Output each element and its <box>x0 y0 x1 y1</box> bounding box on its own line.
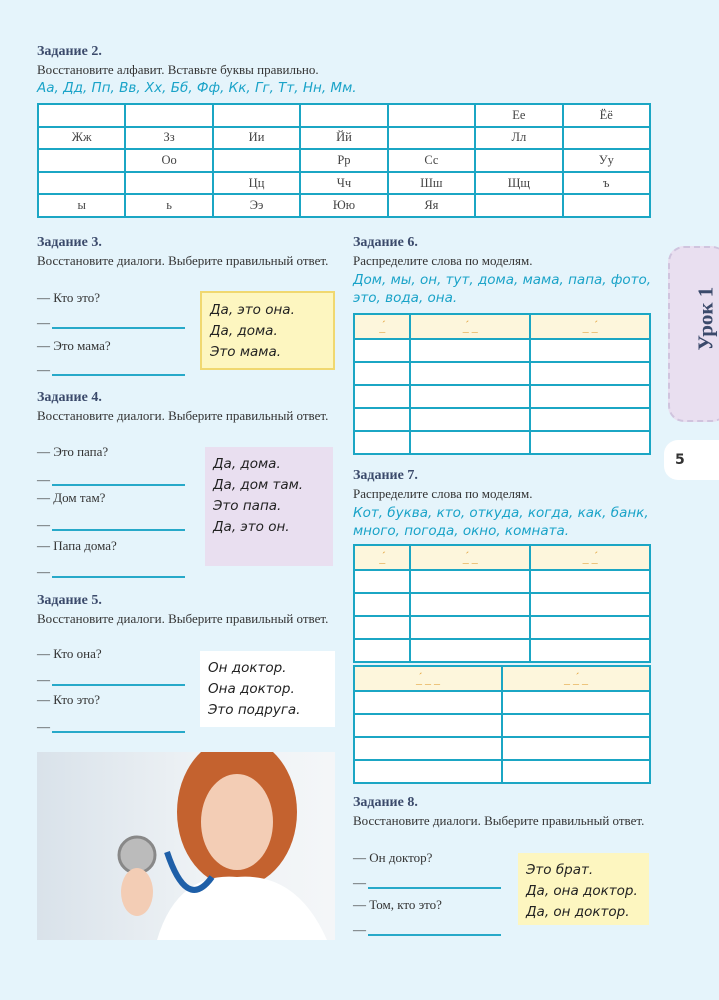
task7-instruction: Распределите слова по моделям. <box>353 486 533 501</box>
table-cell: Цц <box>213 172 300 195</box>
answer-cell[interactable] <box>530 431 650 454</box>
dialog-line: — <box>37 362 50 377</box>
dialog-line: — <box>37 472 50 487</box>
task8-instruction: Восстановите диалоги. Выберите правильный ответ. <box>353 813 645 828</box>
answer-option: Да, это она. <box>210 302 295 318</box>
answer-cell[interactable] <box>354 431 410 454</box>
answer-option: Она доктор. <box>208 681 295 697</box>
table-cell: Оо <box>125 149 212 172</box>
answer-option: Да, он доктор. <box>526 904 630 920</box>
table-row <box>354 737 650 760</box>
answer-blank[interactable] <box>52 731 185 733</box>
answer-option: Да, дома. <box>210 323 278 339</box>
answer-cell[interactable] <box>354 570 410 593</box>
table-cell: Чч <box>300 172 387 195</box>
table-cell: Зз <box>125 127 212 150</box>
table-row <box>354 639 650 662</box>
dialog-line: — Это мама? <box>37 338 111 353</box>
table-cell: Шш <box>388 172 475 195</box>
task2-instruction: Восстановите алфавит. Вставьте буквы правильно. <box>37 62 319 77</box>
table-cell <box>388 127 475 150</box>
dialog-line: — Том, кто это? <box>353 897 442 912</box>
answer-blank[interactable] <box>368 934 501 936</box>
task7-words: Кот, буква, кто, откуда, когда, как, банк, много, погода, окно, комната. <box>353 505 649 539</box>
answer-blank[interactable] <box>52 576 185 578</box>
table-cell: Йй <box>300 127 387 150</box>
model-pattern: _́ <box>354 545 410 570</box>
table-row <box>38 149 650 172</box>
model-pattern: _ _́ <box>530 314 650 339</box>
table-row <box>354 616 650 639</box>
table-cell: ъ <box>563 172 650 195</box>
table-row <box>354 714 650 737</box>
task4-instruction: Восстановите диалоги. Выберите правильный ответ. <box>37 408 329 423</box>
answer-cell[interactable] <box>410 408 530 431</box>
answer-option: Это подруга. <box>208 702 301 718</box>
answer-option: Да, это он. <box>213 519 290 535</box>
answer-cell[interactable] <box>530 339 650 362</box>
table-cell <box>388 104 475 127</box>
answer-cell[interactable] <box>354 737 502 760</box>
model-pattern: _́ _ _ <box>354 666 502 691</box>
table-row <box>38 194 650 217</box>
answer-cell[interactable] <box>530 639 650 662</box>
answer-cell[interactable] <box>530 362 650 385</box>
dialog-line: — Кто это? <box>37 290 101 305</box>
answer-blank[interactable] <box>368 887 501 889</box>
task3-title: Задание 3. <box>37 235 102 250</box>
model-pattern: _́ <box>354 314 410 339</box>
answer-options-box <box>200 651 335 727</box>
table-cell: Яя <box>388 194 475 217</box>
task2-letters: Аа, Дд, Пп, Вв, Хх, Бб, Фф, Кк, Гг, Тт, Нн, Мм. <box>37 80 357 96</box>
task6-title: Задание 6. <box>353 235 418 250</box>
table-cell <box>125 104 212 127</box>
answer-cell[interactable] <box>530 593 650 616</box>
answer-cell[interactable] <box>354 385 410 408</box>
table-cell <box>563 127 650 150</box>
table-cell: Жж <box>38 127 125 150</box>
answer-option: Это папа. <box>213 498 282 514</box>
lesson-tab[interactable] <box>668 246 719 422</box>
model-pattern: _ _́ _ <box>502 666 650 691</box>
table-cell: Щщ <box>475 172 562 195</box>
table-cell: ь <box>125 194 212 217</box>
table-cell: Ээ <box>213 194 300 217</box>
task6-words: Дом, мы, он, тут, дома, мама, папа, фото, это, вода, она. <box>353 272 652 306</box>
answer-option: Он доктор. <box>208 660 287 676</box>
dialog-line: — Кто это? <box>37 692 101 707</box>
task5-title: Задание 5. <box>37 593 102 608</box>
table-row <box>354 408 650 431</box>
table-cell: Уу <box>563 149 650 172</box>
answer-cell[interactable] <box>354 616 410 639</box>
answer-cell[interactable] <box>354 760 502 783</box>
table-cell <box>300 104 387 127</box>
table-cell: Ее <box>475 104 562 127</box>
answer-cell[interactable] <box>410 639 530 662</box>
answer-cell[interactable] <box>530 408 650 431</box>
table-row <box>354 691 650 714</box>
page-number: 5 <box>664 440 719 480</box>
table-cell <box>563 194 650 217</box>
answer-cell[interactable] <box>530 616 650 639</box>
dialog-line: — <box>353 875 366 890</box>
table-cell: Рр <box>300 149 387 172</box>
model-header-row <box>354 314 650 339</box>
answer-cell[interactable] <box>410 431 530 454</box>
task3-instruction: Восстановите диалоги. Выберите правильный ответ. <box>37 253 329 268</box>
table-row <box>354 385 650 408</box>
task7-title: Задание 7. <box>353 468 418 483</box>
model-header-row <box>354 666 650 691</box>
table-row <box>354 362 650 385</box>
task2-title: Задание 2. <box>37 44 102 59</box>
table-row <box>354 431 650 454</box>
answer-cell[interactable] <box>354 408 410 431</box>
model-table <box>353 313 651 455</box>
answer-blank[interactable] <box>52 374 185 376</box>
answer-blank[interactable] <box>52 529 185 531</box>
table-cell <box>38 172 125 195</box>
dialog-line: — <box>37 315 50 330</box>
dialog-line: — Папа дома? <box>37 538 117 553</box>
table-cell <box>125 172 212 195</box>
model-table <box>353 665 651 784</box>
answer-blank[interactable] <box>52 327 185 329</box>
table-cell <box>213 149 300 172</box>
table-cell <box>475 149 562 172</box>
table-cell: Ии <box>213 127 300 150</box>
table-row <box>38 172 650 195</box>
table-row <box>354 570 650 593</box>
table-cell: Лл <box>475 127 562 150</box>
answer-option: Это мама. <box>210 344 282 360</box>
answer-cell[interactable] <box>410 339 530 362</box>
table-row <box>38 104 650 127</box>
task5-instruction: Восстановите диалоги. Выберите правильный ответ. <box>37 611 329 626</box>
task8-title: Задание 8. <box>353 795 418 810</box>
model-table <box>353 544 651 663</box>
answer-blank[interactable] <box>52 684 185 686</box>
table-row <box>354 339 650 362</box>
answer-cell[interactable] <box>354 691 502 714</box>
table-cell <box>38 104 125 127</box>
doctor-photo <box>37 752 335 940</box>
answer-options-box <box>518 853 649 925</box>
model-pattern: _ _́ <box>530 545 650 570</box>
table-row <box>38 127 650 150</box>
table-cell: Ёё <box>563 104 650 127</box>
dialog-line: — <box>37 517 50 532</box>
dialog-line: — <box>37 672 50 687</box>
table-row <box>354 760 650 783</box>
task4-title: Задание 4. <box>37 390 102 405</box>
answer-cell[interactable] <box>410 385 530 408</box>
answer-cell[interactable] <box>530 570 650 593</box>
answer-cell[interactable] <box>410 593 530 616</box>
answer-cell[interactable] <box>354 593 410 616</box>
table-cell <box>475 194 562 217</box>
answer-cell[interactable] <box>354 714 502 737</box>
answer-option: Да, дома. <box>213 456 281 472</box>
answer-cell[interactable] <box>410 570 530 593</box>
table-cell: Сс <box>388 149 475 172</box>
answer-options-box <box>205 447 333 566</box>
model-header-row <box>354 545 650 570</box>
table-cell: ы <box>38 194 125 217</box>
dialog-line: — <box>37 719 50 734</box>
answer-cell[interactable] <box>354 639 410 662</box>
answer-cell[interactable] <box>354 339 410 362</box>
answer-cell[interactable] <box>502 737 650 760</box>
table-row <box>354 593 650 616</box>
alphabet-table <box>37 103 651 218</box>
answer-cell[interactable] <box>410 362 530 385</box>
dialog-line: — Кто она? <box>37 646 102 661</box>
dialog-line: — Это папа? <box>37 444 109 459</box>
answer-cell[interactable] <box>502 760 650 783</box>
dialog-line: — Дом там? <box>37 490 106 505</box>
answer-option: Да, она доктор. <box>526 883 638 899</box>
answer-cell[interactable] <box>502 691 650 714</box>
answer-blank[interactable] <box>52 484 185 486</box>
lesson-label: Урок 1 <box>693 286 718 351</box>
table-cell <box>38 149 125 172</box>
answer-option: Да, дом там. <box>213 477 304 493</box>
answer-options-box <box>200 291 335 370</box>
dialog-line: — <box>353 922 366 937</box>
task6-instruction: Распределите слова по моделям. <box>353 253 533 268</box>
dialog-line: — Он доктор? <box>353 850 433 865</box>
answer-cell[interactable] <box>530 385 650 408</box>
model-pattern: _́ _ <box>410 545 530 570</box>
answer-cell[interactable] <box>502 714 650 737</box>
dialog-line: — <box>37 564 50 579</box>
table-cell <box>213 104 300 127</box>
model-pattern: _́ _ <box>410 314 530 339</box>
table-cell: Юю <box>300 194 387 217</box>
answer-cell[interactable] <box>354 362 410 385</box>
answer-cell[interactable] <box>410 616 530 639</box>
answer-option: Это брат. <box>526 862 594 878</box>
